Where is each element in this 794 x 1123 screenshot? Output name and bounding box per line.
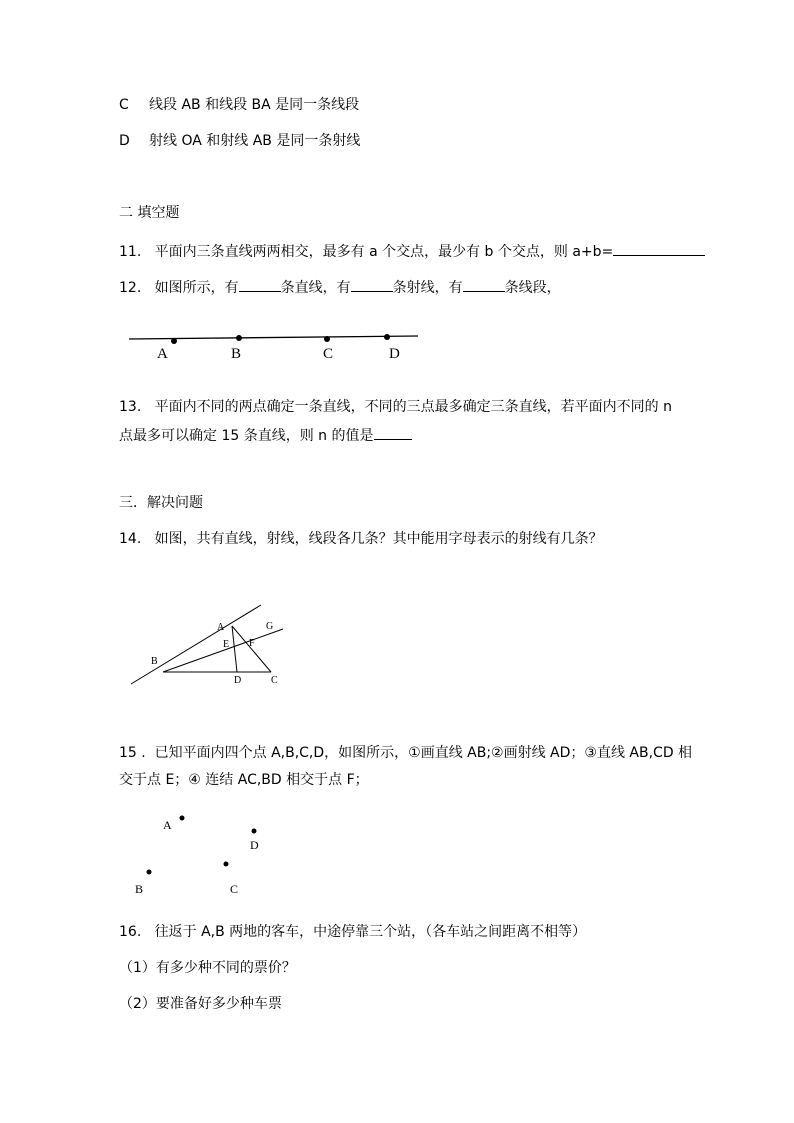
question-text-part: 如图所示，有 xyxy=(154,280,239,296)
point-label: G xyxy=(266,621,274,632)
section-title: 三．解决问题 xyxy=(119,495,203,511)
point-label: D xyxy=(389,346,400,362)
question-text: 往返于 A,B 两地的客车，中途停靠三个站，（各车站之间距离不相等） xyxy=(154,924,587,940)
question-number: 11. xyxy=(119,244,142,260)
option-text: 射线 OA 和射线 AB 是同一条射线 xyxy=(149,133,361,149)
point-label: C xyxy=(230,882,239,896)
question-text: 已知平面内四个点 A,B,C,D，如图所示，①画直线 AB;②画射线 AD；③直线 AB,CD 相 xyxy=(154,745,693,761)
point-label: F xyxy=(249,638,255,649)
option-letter: C xyxy=(119,97,129,113)
question-16 xyxy=(119,923,586,941)
point-b xyxy=(147,870,152,875)
question-number: 13. xyxy=(119,399,142,415)
question-16-sub2: （2）要准备好多少种车票 xyxy=(119,996,282,1012)
question-text: 交于点 E；④ 连结 AC,BD 相交于点 F； xyxy=(119,772,369,788)
option-letter: D xyxy=(119,133,130,149)
point-label: D xyxy=(250,838,259,852)
question-number: 14. xyxy=(119,531,142,547)
point-label: C xyxy=(323,346,334,362)
point-label: A xyxy=(163,818,172,832)
question-text: 平面内三条直线两两相交，最多有 a 个交点，最少有 b 个交点，则 a+b= xyxy=(154,244,614,260)
question-number: 16. xyxy=(119,924,142,940)
point-d xyxy=(252,829,257,834)
question-text: 点最多可以确定 15 条直线，则 n 的值是 xyxy=(119,428,374,444)
point-label: D xyxy=(234,675,242,686)
point-label: B xyxy=(231,346,242,362)
point-c xyxy=(224,862,229,867)
point-label: B xyxy=(135,882,144,896)
question-number: 12. xyxy=(119,280,142,296)
question-text: 平面内不同的两点确定一条直线，不同的三点最多确定三条直线，若平面内不同的 n xyxy=(154,399,672,415)
question-text-part: 条线段， xyxy=(504,280,561,296)
point-label: B xyxy=(151,656,158,667)
point-label: A xyxy=(157,346,168,362)
point-a xyxy=(180,816,185,821)
question-text-part: 条直线，有 xyxy=(280,280,351,296)
question-text-part: 条射线，有 xyxy=(392,280,463,296)
section-title: 二 填空题 xyxy=(119,205,180,221)
question-16-sub1: （1）有多少种不同的票价？ xyxy=(119,960,296,976)
point-label: C xyxy=(271,675,278,686)
point-label: E xyxy=(223,639,230,650)
point-label: A xyxy=(217,622,225,633)
option-text: 线段 AB 和线段 BA 是同一条线段 xyxy=(149,97,360,113)
question-text: 如图，共有直线，射线，线段各几条？其中能用字母表示的射线有几条？ xyxy=(154,531,603,547)
question-number: 15 . xyxy=(119,745,146,761)
